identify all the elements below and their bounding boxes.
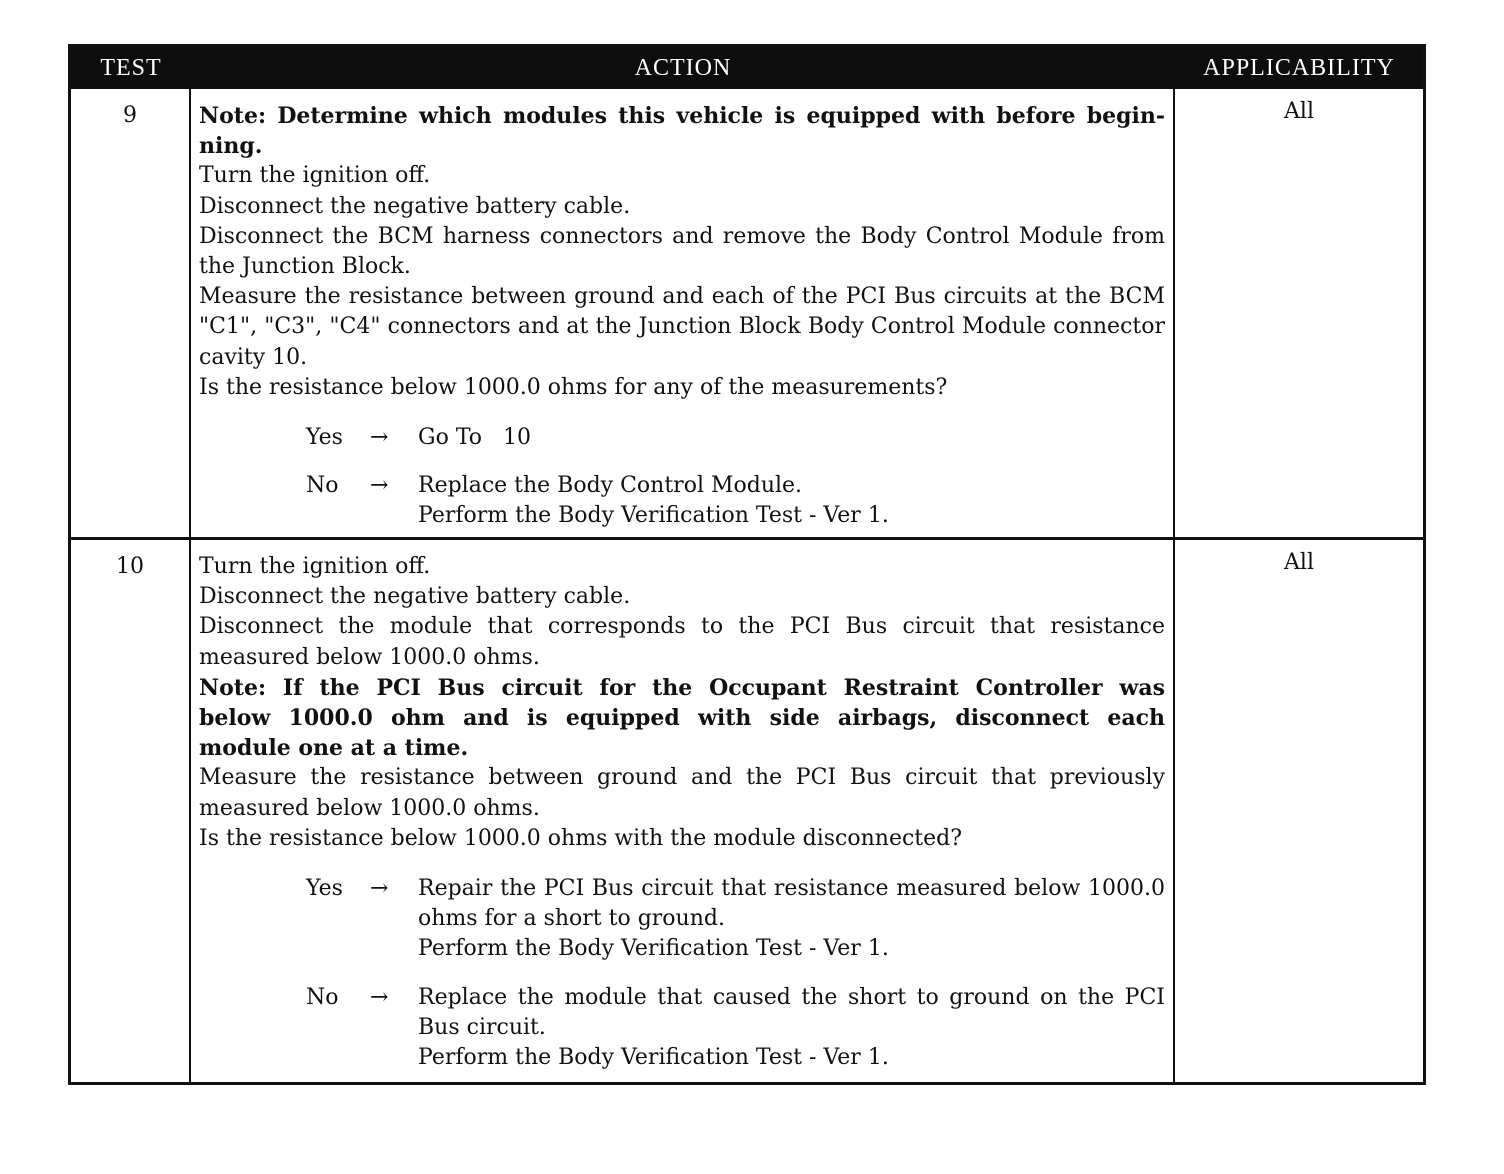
action-line: Turn the ignition off. [199, 163, 431, 189]
no-branch [199, 983, 1165, 1074]
applicability-cell: All [1284, 99, 1314, 124]
yes-label: Yes [306, 876, 343, 902]
result-line: Perform the Body Verification Test - Ver 1. [418, 1045, 889, 1071]
result-line: Replace the module that caused the short to ground on the PCI [418, 984, 1165, 1010]
yes-label: Yes [306, 425, 343, 451]
action-line: cavity 10. [199, 344, 308, 370]
right-arrow-icon: → [370, 876, 389, 902]
action-line: Disconnect the module that corresponds to the PCI Bus circuit that resistance [199, 614, 1165, 640]
note-line: Note: If the PCI Bus circuit for the Occupant Restraint Controller was [199, 674, 1165, 701]
yes-branch [199, 423, 1165, 453]
right-arrow-icon: → [370, 425, 389, 451]
table-row [71, 89, 1423, 537]
no-result [418, 471, 1165, 531]
no-branch [199, 471, 1165, 531]
action-cell [191, 540, 1175, 1082]
header-action: ACTION [634, 54, 732, 81]
note-line: Note: Determine which modules this vehicle is equipped with before begin- [199, 103, 1165, 129]
result-line: ohms for a short to ground. [418, 906, 725, 932]
test-number: 9 [71, 89, 191, 537]
action-line: Disconnect the negative battery cable. [199, 584, 631, 610]
action-line: measured below 1000.0 ohms. [199, 795, 540, 821]
result-line: Go To 10 [418, 425, 531, 451]
action-cell [191, 89, 1175, 537]
table-header [71, 47, 1423, 89]
action-line: Is the resistance below 1000.0 ohms for any of the measurements? [199, 374, 948, 400]
result-line: Replace the Body Control Module. [418, 473, 803, 499]
right-arrow-icon: → [370, 473, 389, 499]
diagnostic-test-table [68, 44, 1426, 1085]
note-line: ning. [199, 133, 263, 160]
action-line: Turn the ignition off. [199, 554, 431, 579]
applicability-cell: All [1284, 550, 1314, 575]
no-label: No [306, 473, 339, 499]
note-line: module one at a time. [199, 735, 469, 762]
result-line: Perform the Body Verification Test - Ver 1. [418, 936, 889, 962]
no-result [418, 983, 1165, 1074]
yes-branch [199, 874, 1165, 965]
note-line: below 1000.0 ohm and is equipped with side airbags, disconnect each [199, 705, 1165, 732]
action-line: Measure the resistance between ground and each of the PCI Bus circuits at the BCM [199, 284, 1165, 310]
no-label: No [306, 984, 339, 1010]
action-line: measured below 1000.0 ohms. [199, 644, 540, 670]
action-line: Is the resistance below 1000.0 ohms with the module disconnected? [199, 825, 963, 851]
right-arrow-icon: → [370, 984, 389, 1010]
table-row [71, 537, 1423, 1082]
yes-result [418, 423, 1165, 453]
action-line: the Junction Block. [199, 254, 411, 280]
result-line: Repair the PCI Bus circuit that resistance measured below 1000.0 [418, 876, 1165, 902]
action-line: "C1", "C3", "C4" connectors and at the Junction Block Body Control Module connector [199, 314, 1165, 340]
result-line: Perform the Body Verification Test - Ver 1. [418, 503, 889, 529]
result-line: Bus circuit. [418, 1014, 546, 1040]
yes-result [418, 874, 1165, 965]
test-number: 10 [71, 540, 191, 1082]
header-test: TEST [100, 54, 162, 81]
action-line: Disconnect the negative battery cable. [199, 193, 631, 219]
header-applicability: APPLICABILITY [1203, 54, 1395, 81]
action-line: Measure the resistance between ground and the PCI Bus circuit that previously [199, 765, 1165, 791]
action-line: Disconnect the BCM harness connectors and remove the Body Control Module from [199, 223, 1165, 249]
